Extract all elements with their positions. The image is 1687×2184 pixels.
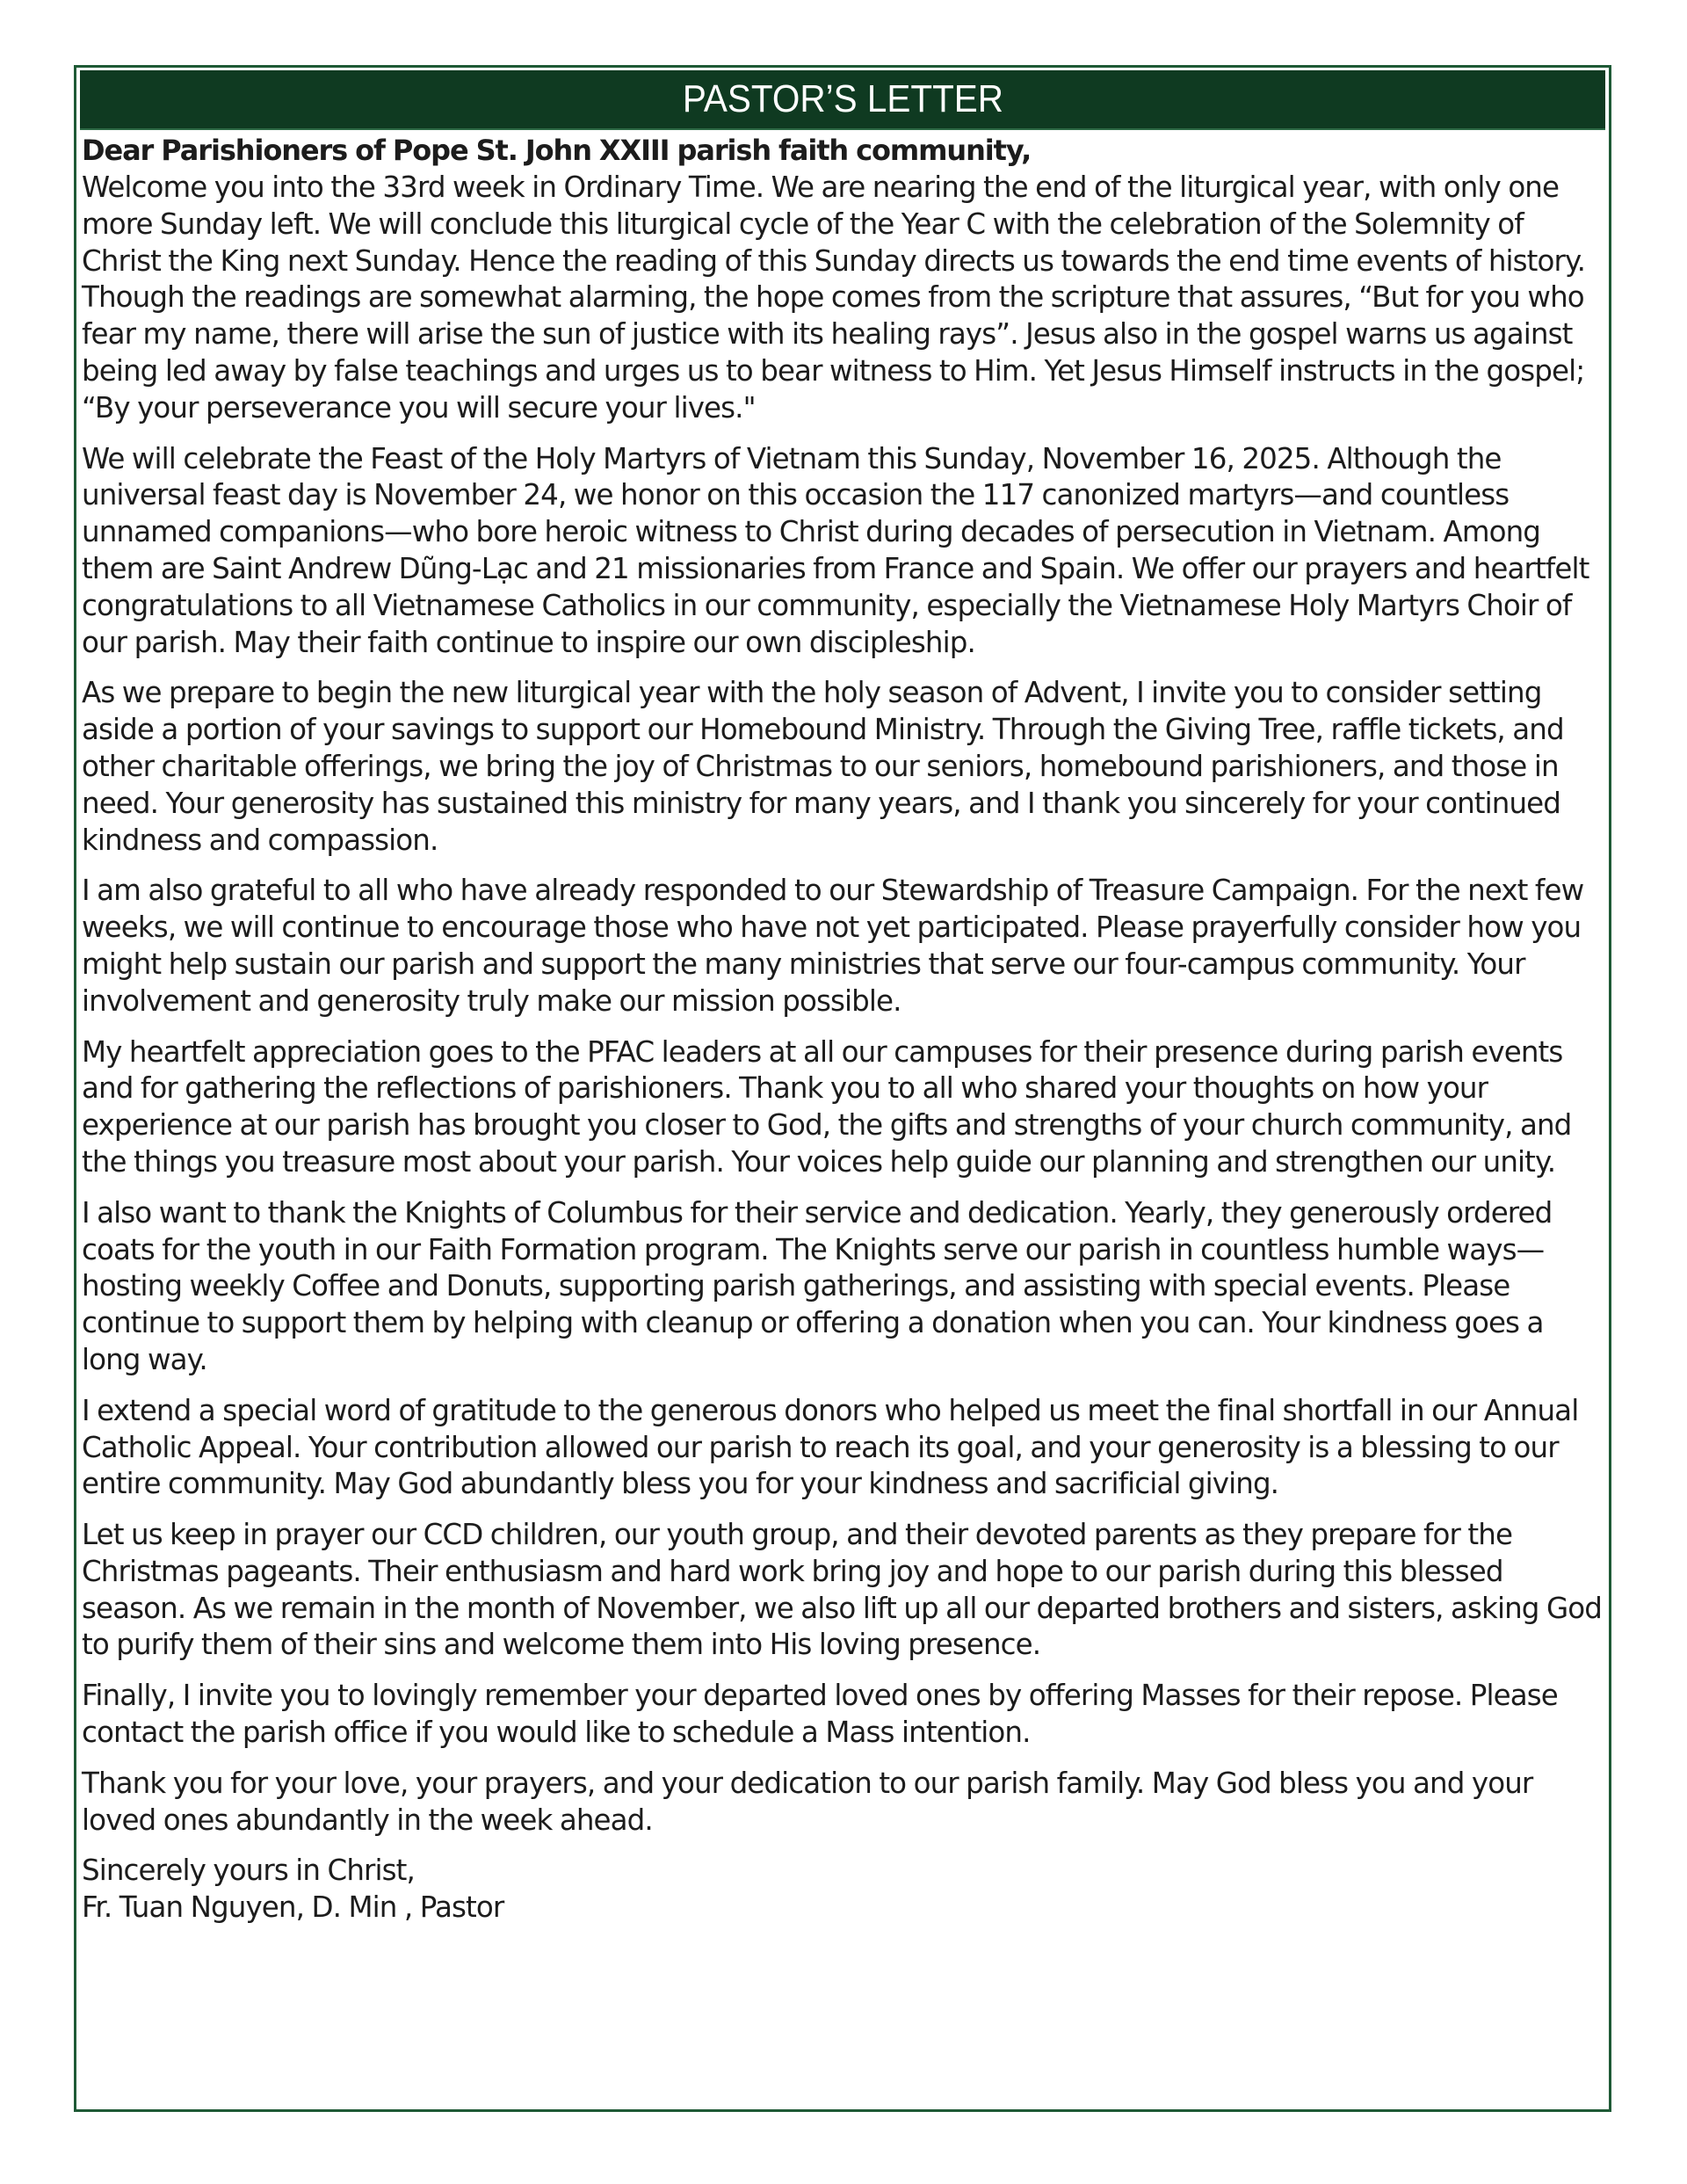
letter-paragraph-10: Thank you for your love, your prayers, and your dedication to our parish family. May God bless you and your loved ones abundantly in the week ahead. bbox=[82, 1766, 1533, 1837]
letter-paragraph-4: I am also grateful to all who have already responded to our Stewardship of Treasure Campaign. For the next few weeks, we will continue to encourage those who have not yet participated. Please prayerfully consider how you might help sustain our parish and support the many ministries that serve our four-campus community. Your involvement and generosity truly make our mission possible. bbox=[82, 874, 1584, 1018]
letter-closing: Sincerely yours in Christ, bbox=[82, 1854, 415, 1888]
letter-paragraph-9: Finally, I invite you to lovingly remember your departed loved ones by offering Masses for their repose. Please contact the parish office if you would like to schedule a Mass intention. bbox=[82, 1679, 1558, 1750]
letter-paragraph-5: My heartfelt appreciation goes to the PFAC leaders at all our campuses for their presence during parish events and for gathering the reflections of parishioners. Thank you to all who shared your thoughts on how your experience at our parish has brought you closer to God, the gifts and strengths of your church community, and the things you treasure most about your parish. Your voices help guide our planning and strengthen our unity. bbox=[82, 1034, 1572, 1179]
letter-paragraph-6: I also want to thank the Knights of Columbus for their service and dedication. Yearly, they generously ordered coats for the youth in our Faith Formation program. The Knights serve our parish in countless humble ways—hosting weekly Coffee and Donuts, supporting parish gatherings, and assisting with special events. Please continue to support them by helping with cleanup or offering a donation when you can. Your kindness goes a long way. bbox=[82, 1195, 1553, 1376]
letter-paragraph-3: As we prepare to begin the new liturgical year with the holy season of Advent, I invite you to consider setting aside a portion of your savings to support our Homebound Ministry. Through the Giving Tree, raffle tickets, and other charitable offerings, we bring the joy of Christmas to our seniors, homebound parishioners, and those in need. Your generosity has sustained this ministry for many years, and I thank you sincerely for your continued kindness and compassion. bbox=[82, 676, 1564, 857]
letter-greeting: Dear Parishioners of Pope St. John XXIII parish faith community, bbox=[82, 134, 1032, 167]
letter-paragraph-8: Let us keep in prayer our CCD children, our youth group, and their devoted parents as they prepare for the Christmas pageants. Their enthusiasm and hard work bring joy and hope to our parish during this blessed season. As we remain in the month of November, we also lift up all our departed brothers and sisters, asking God to purify them of their sins and welcome them into His loving presence. bbox=[82, 1518, 1602, 1662]
letter-body bbox=[82, 131, 1605, 1926]
letter-paragraph-1: Welcome you into the 33rd week in Ordinary Time. We are nearing the end of the liturgical year, with only one more Sunday left. We will conclude this liturgical cycle of the Year C with the celebration of the Solemnity of Christ the King next Sunday. Hence the reading of this Sunday directs us towards the end time events of history. Though the readings are somewhat alarming, the hope comes from the scripture that assures, “But for you who fear my name, there will arise the sun of justice with its healing rays”. Jesus also in the gospel warns us against being led away by false teachings and urges us to bear witness to Him. Yet Jesus Himself instructs in the gospel; “By your perseverance you will secure your lives." bbox=[82, 171, 1586, 424]
section-title: PASTOR’S LETTER bbox=[682, 77, 1003, 120]
letter-paragraph-2: We will celebrate the Feast of the Holy Martyrs of Vietnam this Sunday, November 16, 2025. Although the universal feast day is November 24, we honor on this occasion the 117 canonized martyrs—and countless unnamed companions—who bore heroic witness to Christ during decades of persecution in Vietnam. Among them are Saint Andrew Dũng-Lạc and 21 missionaries from France and Spain. We offer our prayers and heartfelt congratulations to all Vietnamese Catholics in our community, especially the Vietnamese Holy Martyrs Choir of our parish. May their faith continue to inspire our own discipleship. bbox=[82, 441, 1589, 659]
section-header bbox=[80, 70, 1605, 130]
letter-signature: Fr. Tuan Nguyen, D. Min , Pastor bbox=[82, 1890, 504, 1925]
pastors-letter-frame bbox=[74, 65, 1611, 2112]
letter-paragraph-7: I extend a special word of gratitude to the generous donors who helped us meet the final shortfall in our Annual Catholic Appeal. Your contribution allowed our parish to reach its goal, and your generosity is a blessing to our entire community. May God abundantly bless you for your kindness and sacrificial giving. bbox=[82, 1393, 1579, 1501]
